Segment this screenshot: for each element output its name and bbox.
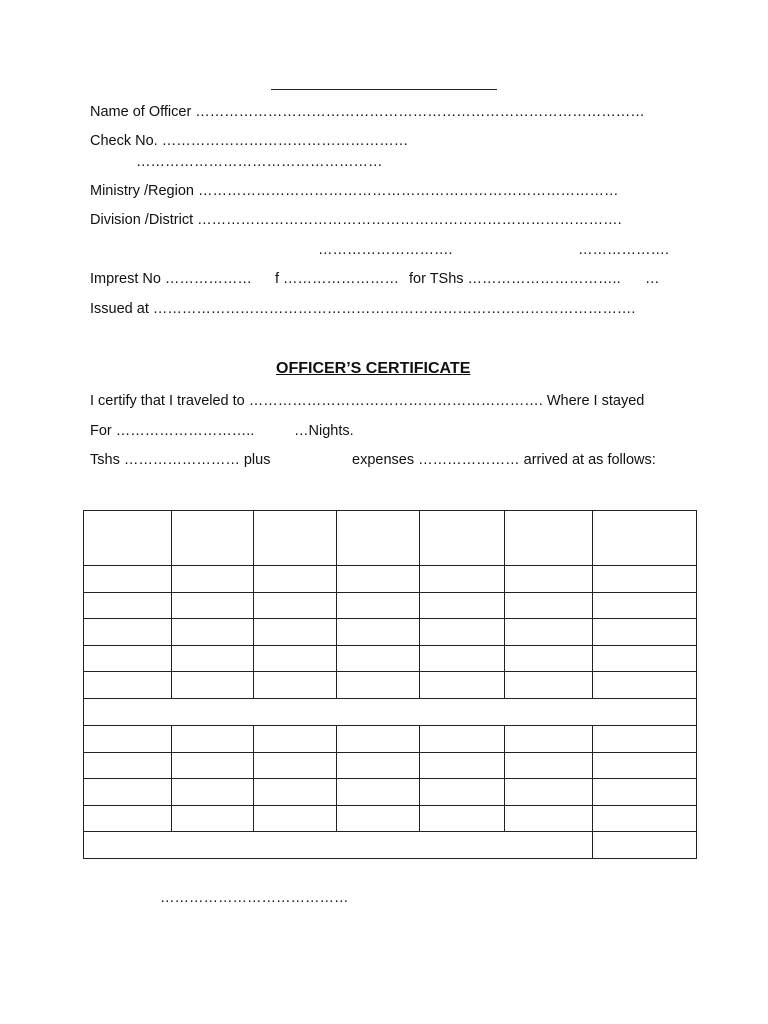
table-row: [84, 619, 697, 646]
table-cell[interactable]: [593, 778, 697, 805]
table-cell[interactable]: [593, 511, 697, 566]
table-row: [84, 566, 697, 593]
table-cell[interactable]: [593, 566, 697, 593]
table-cell[interactable]: [420, 725, 505, 752]
table-cell[interactable]: [420, 752, 505, 778]
table-cell[interactable]: [84, 778, 172, 805]
imprest-tshs-field: for TShs …………………………..: [409, 271, 621, 287]
blank-field-b: ……………….: [578, 242, 670, 258]
table-cell[interactable]: [420, 511, 505, 566]
table-row: [84, 805, 697, 831]
table-cell[interactable]: [420, 672, 505, 699]
table-cell[interactable]: [505, 646, 593, 672]
table-merged-cell[interactable]: [84, 699, 697, 725]
blank-field-a: ……………………….: [318, 242, 453, 258]
table-row: [84, 778, 697, 805]
table-cell[interactable]: [420, 805, 505, 831]
table-cell[interactable]: [172, 752, 254, 778]
table-cell[interactable]: [505, 593, 593, 619]
certificate-heading: OFFICER’S CERTIFICATE: [276, 360, 471, 377]
table-cell[interactable]: [420, 566, 505, 593]
tshs-plus-field: Tshs …………………… plus: [90, 452, 271, 468]
table-cell[interactable]: [420, 593, 505, 619]
name-of-officer-line: Name of Officer …………………………………………………………………………………: [90, 104, 645, 120]
table-cell[interactable]: [172, 593, 254, 619]
table-cell[interactable]: [337, 619, 420, 646]
table-row: [84, 752, 697, 778]
table-cell[interactable]: [254, 672, 337, 699]
table-cell[interactable]: [172, 646, 254, 672]
table-cell[interactable]: [337, 672, 420, 699]
division-district-line: Division /District …………………………………………………………………………….: [90, 212, 622, 228]
table-cell[interactable]: [593, 672, 697, 699]
table-cell[interactable]: [172, 619, 254, 646]
nights-label: …Nights.: [294, 423, 354, 439]
table-cell[interactable]: [505, 805, 593, 831]
table-row: [84, 593, 697, 619]
certify-line: I certify that I traveled to ……………………………………………………. Where I stayed: [90, 393, 645, 409]
table-row: [84, 725, 697, 752]
expenses-field: expenses ………………… arrived at as follows:: [352, 452, 656, 468]
table-total-row: [84, 831, 697, 858]
table-cell[interactable]: [84, 672, 172, 699]
table-cell[interactable]: [337, 805, 420, 831]
table-cell[interactable]: [593, 646, 697, 672]
table-total-value-cell[interactable]: [593, 831, 697, 858]
table-cell[interactable]: [84, 805, 172, 831]
table-header-row: [84, 511, 697, 566]
table-cell[interactable]: [505, 672, 593, 699]
table-cell[interactable]: [337, 725, 420, 752]
table-cell[interactable]: [84, 752, 172, 778]
table-total-label-cell[interactable]: [84, 831, 593, 858]
table-cell[interactable]: [172, 566, 254, 593]
check-no-line: Check No. ……………………………………………: [90, 133, 409, 149]
table-cell[interactable]: [254, 593, 337, 619]
table-cell[interactable]: [337, 566, 420, 593]
table-cell[interactable]: [420, 646, 505, 672]
table-cell[interactable]: [84, 566, 172, 593]
table-merged-row: [84, 699, 697, 725]
table-cell[interactable]: [337, 593, 420, 619]
table-cell[interactable]: [254, 566, 337, 593]
table-cell[interactable]: [254, 752, 337, 778]
table-cell[interactable]: [254, 511, 337, 566]
table-cell[interactable]: [172, 805, 254, 831]
table-cell[interactable]: [254, 778, 337, 805]
table-cell[interactable]: [172, 725, 254, 752]
table-row: [84, 672, 697, 699]
table-cell[interactable]: [505, 619, 593, 646]
title-underline: [271, 89, 497, 90]
expenses-table: [83, 510, 697, 859]
table-cell[interactable]: [84, 593, 172, 619]
table-cell[interactable]: [172, 511, 254, 566]
table-cell[interactable]: [84, 725, 172, 752]
table-cell[interactable]: [505, 752, 593, 778]
for-field: For ………………………..: [90, 423, 255, 439]
table-cell[interactable]: [505, 778, 593, 805]
table-cell[interactable]: [84, 511, 172, 566]
table-cell[interactable]: [337, 778, 420, 805]
table-cell[interactable]: [593, 593, 697, 619]
table-cell[interactable]: [593, 752, 697, 778]
imprest-f-field: f ……………………: [275, 271, 400, 287]
table-cell[interactable]: [254, 725, 337, 752]
table-cell[interactable]: [337, 646, 420, 672]
signature-line: …………………………………: [160, 890, 349, 906]
table-cell[interactable]: [172, 672, 254, 699]
table-cell[interactable]: [172, 778, 254, 805]
table-cell[interactable]: [505, 511, 593, 566]
table-cell[interactable]: [254, 646, 337, 672]
table-cell[interactable]: [254, 619, 337, 646]
issued-at-line: Issued at ……………………………………………………………………………………….: [90, 301, 636, 317]
table-cell[interactable]: [505, 725, 593, 752]
table-cell[interactable]: [593, 619, 697, 646]
table-cell[interactable]: [593, 805, 697, 831]
table-cell[interactable]: [254, 805, 337, 831]
imprest-no-label: Imprest No ………………: [90, 271, 252, 287]
table-cell[interactable]: [593, 725, 697, 752]
table-cell[interactable]: [84, 619, 172, 646]
table-cell[interactable]: [337, 511, 420, 566]
check-no-continuation: ……………………………………………: [136, 154, 383, 170]
table-cell[interactable]: [84, 646, 172, 672]
table-cell[interactable]: [420, 778, 505, 805]
table-cell[interactable]: [337, 752, 420, 778]
table-row: [84, 646, 697, 672]
table-cell[interactable]: [505, 566, 593, 593]
ministry-region-line: Ministry /Region ……………………………………………………………………………: [90, 183, 619, 199]
table-cell[interactable]: [420, 619, 505, 646]
imprest-tail: …: [645, 271, 660, 287]
